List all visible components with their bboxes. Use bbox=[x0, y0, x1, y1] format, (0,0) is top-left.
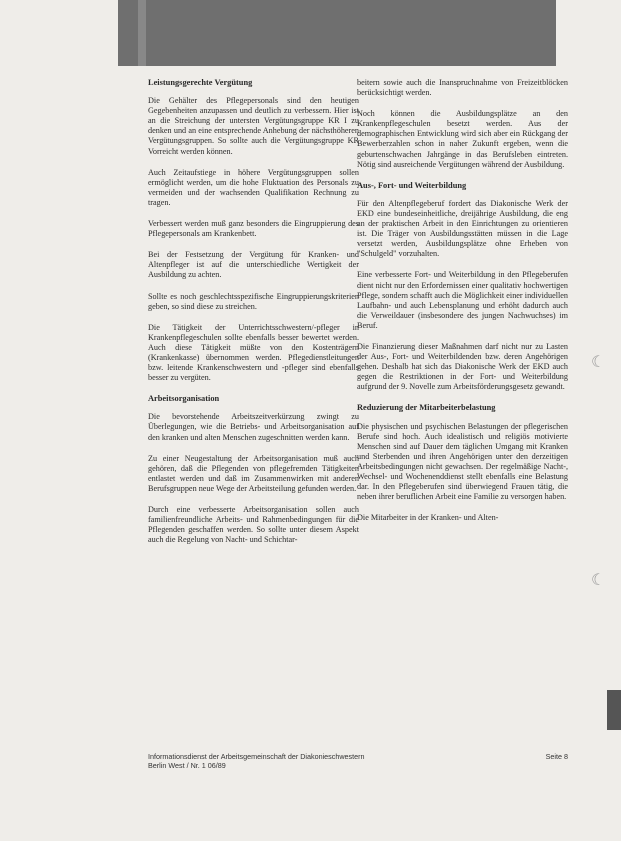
paragraph: Auch Zeitaufstiege in höhere Vergütungsgruppen sollen ermöglicht werden, um die hohe Fluktuation des Personals zu vermeiden und der wachsenden Qualifikation Rechnung zu tragen. bbox=[148, 167, 359, 207]
paragraph: Bei der Festsetzung der Vergütung für Kranken- und Altenpfleger ist auf die unterschiedliche Wertigkeit der Ausbildung zu achten. bbox=[148, 250, 359, 280]
paragraph: Eine verbesserte Fort- und Weiterbildung in den Pflegeberufen dient nicht nur den Erfordernissen einer qualitativ hochwertigen Pflege, sondern schafft auch die Möglichkeit einer individuellen Laufbahn- und auch Lebensplanung und erhöht dadurch auch die Verweildauer (insbesondere des jungen Nachwuchses) im Beruf. bbox=[357, 270, 568, 330]
section-heading: Leistungsgerechte Vergütung bbox=[148, 78, 253, 87]
section-heading: Arbeitsorganisation bbox=[148, 394, 220, 404]
section-heading: Aus-, Fort- und Weiterbildung bbox=[357, 180, 467, 190]
paragraph: Die bevorstehende Arbeitszeitverkürzung zwingt zu Überlegungen, wie die Betriebs- und Arbeitsorganisation auf den kranken und alten Menschen zugeschnitten werden kann. bbox=[148, 412, 359, 442]
paragraph: Die Tätigkeit der Unterrichtsschwestern/-pfleger in Krankenpflegeschulen sollte ebenfalls besser bewertet werden. Auch diese Tätigkeit müßte von den Kostenträgern (Krankenkasse) übernommen werden. Pflegedienstleitungen bzw. leitende Krankenschwestern und -pfleger sind ebenfalls besser zu vergüten. bbox=[148, 322, 359, 383]
paragraph: Durch eine verbesserte Arbeitsorganisation sollen auch familienfreundliche Arbeits- und Rahmenbedingungen für die Pflegenden geschaffen werden. So sollte unter diesem Aspekt auch die Regelung von Nacht- und Schichtar- bbox=[148, 505, 359, 545]
punch-hole-mark: ☾ bbox=[591, 352, 606, 371]
left-column bbox=[148, 78, 359, 556]
right-column bbox=[357, 78, 568, 534]
paragraph: Die Mitarbeiter in der Kranken- und Alten- bbox=[357, 513, 499, 523]
page-edge-mark bbox=[607, 690, 621, 730]
paragraph: Verbessert werden muß ganz besonders die Eingruppierung des Pflegepersonals am Krankenbett. bbox=[148, 219, 359, 239]
paragraph: Für den Altenpflegeberuf fordert das Diakonische Werk der EKD eine bundeseinheitliche, dreijährige Ausbildung, die eng an der praktischen Arbeit in den Einrichtungen zu orientieren ist. Die Träger von Ausbildungsstätten müssen in die Lage versetzt werden, Ausbildungsplätze ohne Erheben von "Schulgeld" vorzuhalten. bbox=[357, 198, 568, 259]
paragraph: beitern sowie auch die Inanspruchnahme von Freizeitblöcken berücksichtigt werden. bbox=[357, 78, 568, 98]
paragraph: Die physischen und psychischen Belastungen der pflegerischen Berufe sind hoch. Auch idealistisch und religiös motivierte Menschen sind auf Dauer dem täglichen Umgang mit Kranken und Sterbenden und ihren Angehörigen unter den derzeitigen Arbeitsbedingungen nicht gewachsen. Der regelmäßige Nacht-, Wechsel- und Wochenenddienst stellt ebenfalls eine Belastung dar. In den Pflegeberufen sind überwiegend Frauen tätig, die neben ihrer beruflichen Arbeit eine Familie zu versorgen haben. bbox=[357, 421, 568, 502]
paragraph: Die Gehälter des Pflegepersonals sind den heutigen Gegebenheiten anzupassen und deutlich zu verbessern. Hier ist an die Streichung der untersten Vergütungsgruppe KR I zu denken und an eine entsprechende Anhebung der nächsthöheren Vergütungsgruppen. So sollte auch die Vergütungsgruppe KR Vorreicht werden können. bbox=[148, 96, 359, 156]
paragraph: Die Finanzierung dieser Maßnahmen darf nicht nur zu Lasten der Aus-, Fort- und Weiterbildenden bzw. deren Angehörigen gehen. Deshalb hat sich das Diakonische Werk der EKD auch gegen die Restriktionen in der Fort- und Weiterbildung aufgrund der 9. Novelle zum Arbeitsförderungsgesetz gewandt. bbox=[357, 341, 568, 392]
punch-hole-mark: ☾ bbox=[591, 570, 606, 589]
header-band bbox=[118, 0, 556, 66]
paragraph: Sollte es noch geschlechtsspezifische Eingruppierungskriterien geben, so sind diese zu streichen. bbox=[148, 291, 359, 311]
footer-publication: Informationsdienst der Arbeitsgemeinschaft der Diakonieschwestern Berlin West / Nr. 1 06/89 bbox=[148, 752, 365, 770]
paragraph: Noch können die Ausbildungsplätze an den Krankenpflegeschulen besetzt werden. Aus der demographischen Entwicklung wird sich aber ein Rückgang der Bewerberzahlen schon in naher Zukunft ergeben, wenn die geburtenschwachen Jahrgänge in das Berufsleben eintreten. Nötig sind ausreichende Vergütungen während der Ausbildung. bbox=[357, 109, 568, 169]
paragraph: Zu einer Neugestaltung der Arbeitsorganisation muß auch gehören, daß die Pflegenden von pflegefremden Tätigkeiten entlastet werden und daß im Zusammenwirken mit anderen Berufsgruppen neue Wege der Arbeitsteilung gefunden werden. bbox=[148, 453, 359, 493]
footer-page-number: Seite 8 bbox=[545, 752, 568, 761]
section-heading: Reduzierung der Mitarbeiterbelastung bbox=[357, 403, 496, 413]
